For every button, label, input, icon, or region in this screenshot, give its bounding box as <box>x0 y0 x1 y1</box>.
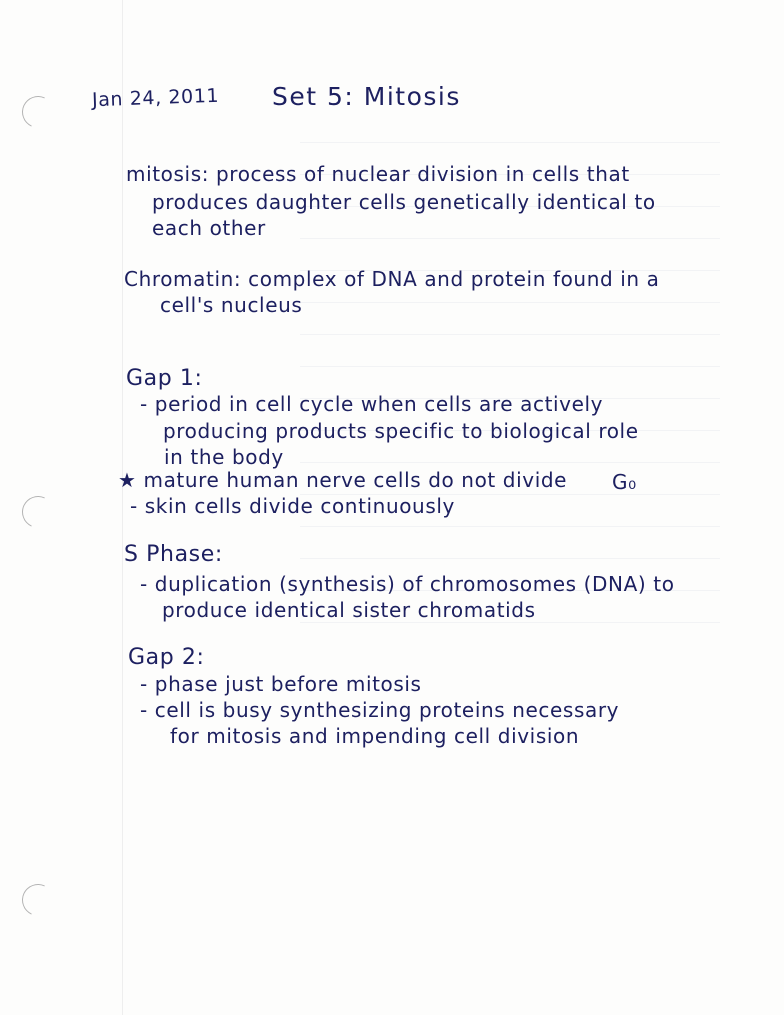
punch-hole-bottom <box>17 879 58 920</box>
punch-hole-middle <box>17 491 58 532</box>
date: Jan 24, 2011 <box>91 84 220 112</box>
chromatin-line-1: Chromatin: complex of DNA and protein found in a <box>124 267 660 291</box>
gap1-line-5: - skin cells divide continuously <box>130 494 455 518</box>
gap1-line-4: ★ mature human nerve cells do not divide <box>118 468 568 492</box>
sphase-line-1: - duplication (synthesis) of chromosomes (DNA) to <box>140 572 675 596</box>
margin-line <box>122 0 123 1015</box>
sphase-heading: S Phase: <box>124 542 223 567</box>
mitosis-line-2: produces daughter cells genetically identical to <box>152 190 656 214</box>
gap1-heading: Gap 1: <box>126 366 203 391</box>
chromatin-line-2: cell's nucleus <box>160 293 303 317</box>
page-title: Set 5: Mitosis <box>272 82 461 111</box>
gap2-line-2: - cell is busy synthesizing proteins necessary <box>140 698 620 722</box>
g0-label: G₀ <box>612 470 637 494</box>
punch-hole-top <box>17 91 58 132</box>
mitosis-line-1: mitosis: process of nuclear division in cells that <box>126 162 630 186</box>
gap1-line-2: producing products specific to biological role <box>163 419 639 443</box>
sphase-line-2: produce identical sister chromatids <box>162 598 536 622</box>
mitosis-line-3: each other <box>152 216 266 240</box>
gap2-heading: Gap 2: <box>128 645 205 670</box>
gap2-line-1: - phase just before mitosis <box>140 672 422 696</box>
gap2-line-3: for mitosis and impending cell division <box>170 724 580 748</box>
gap1-line-1: - period in cell cycle when cells are actively <box>140 392 604 416</box>
gap1-line-3: in the body <box>164 445 284 469</box>
